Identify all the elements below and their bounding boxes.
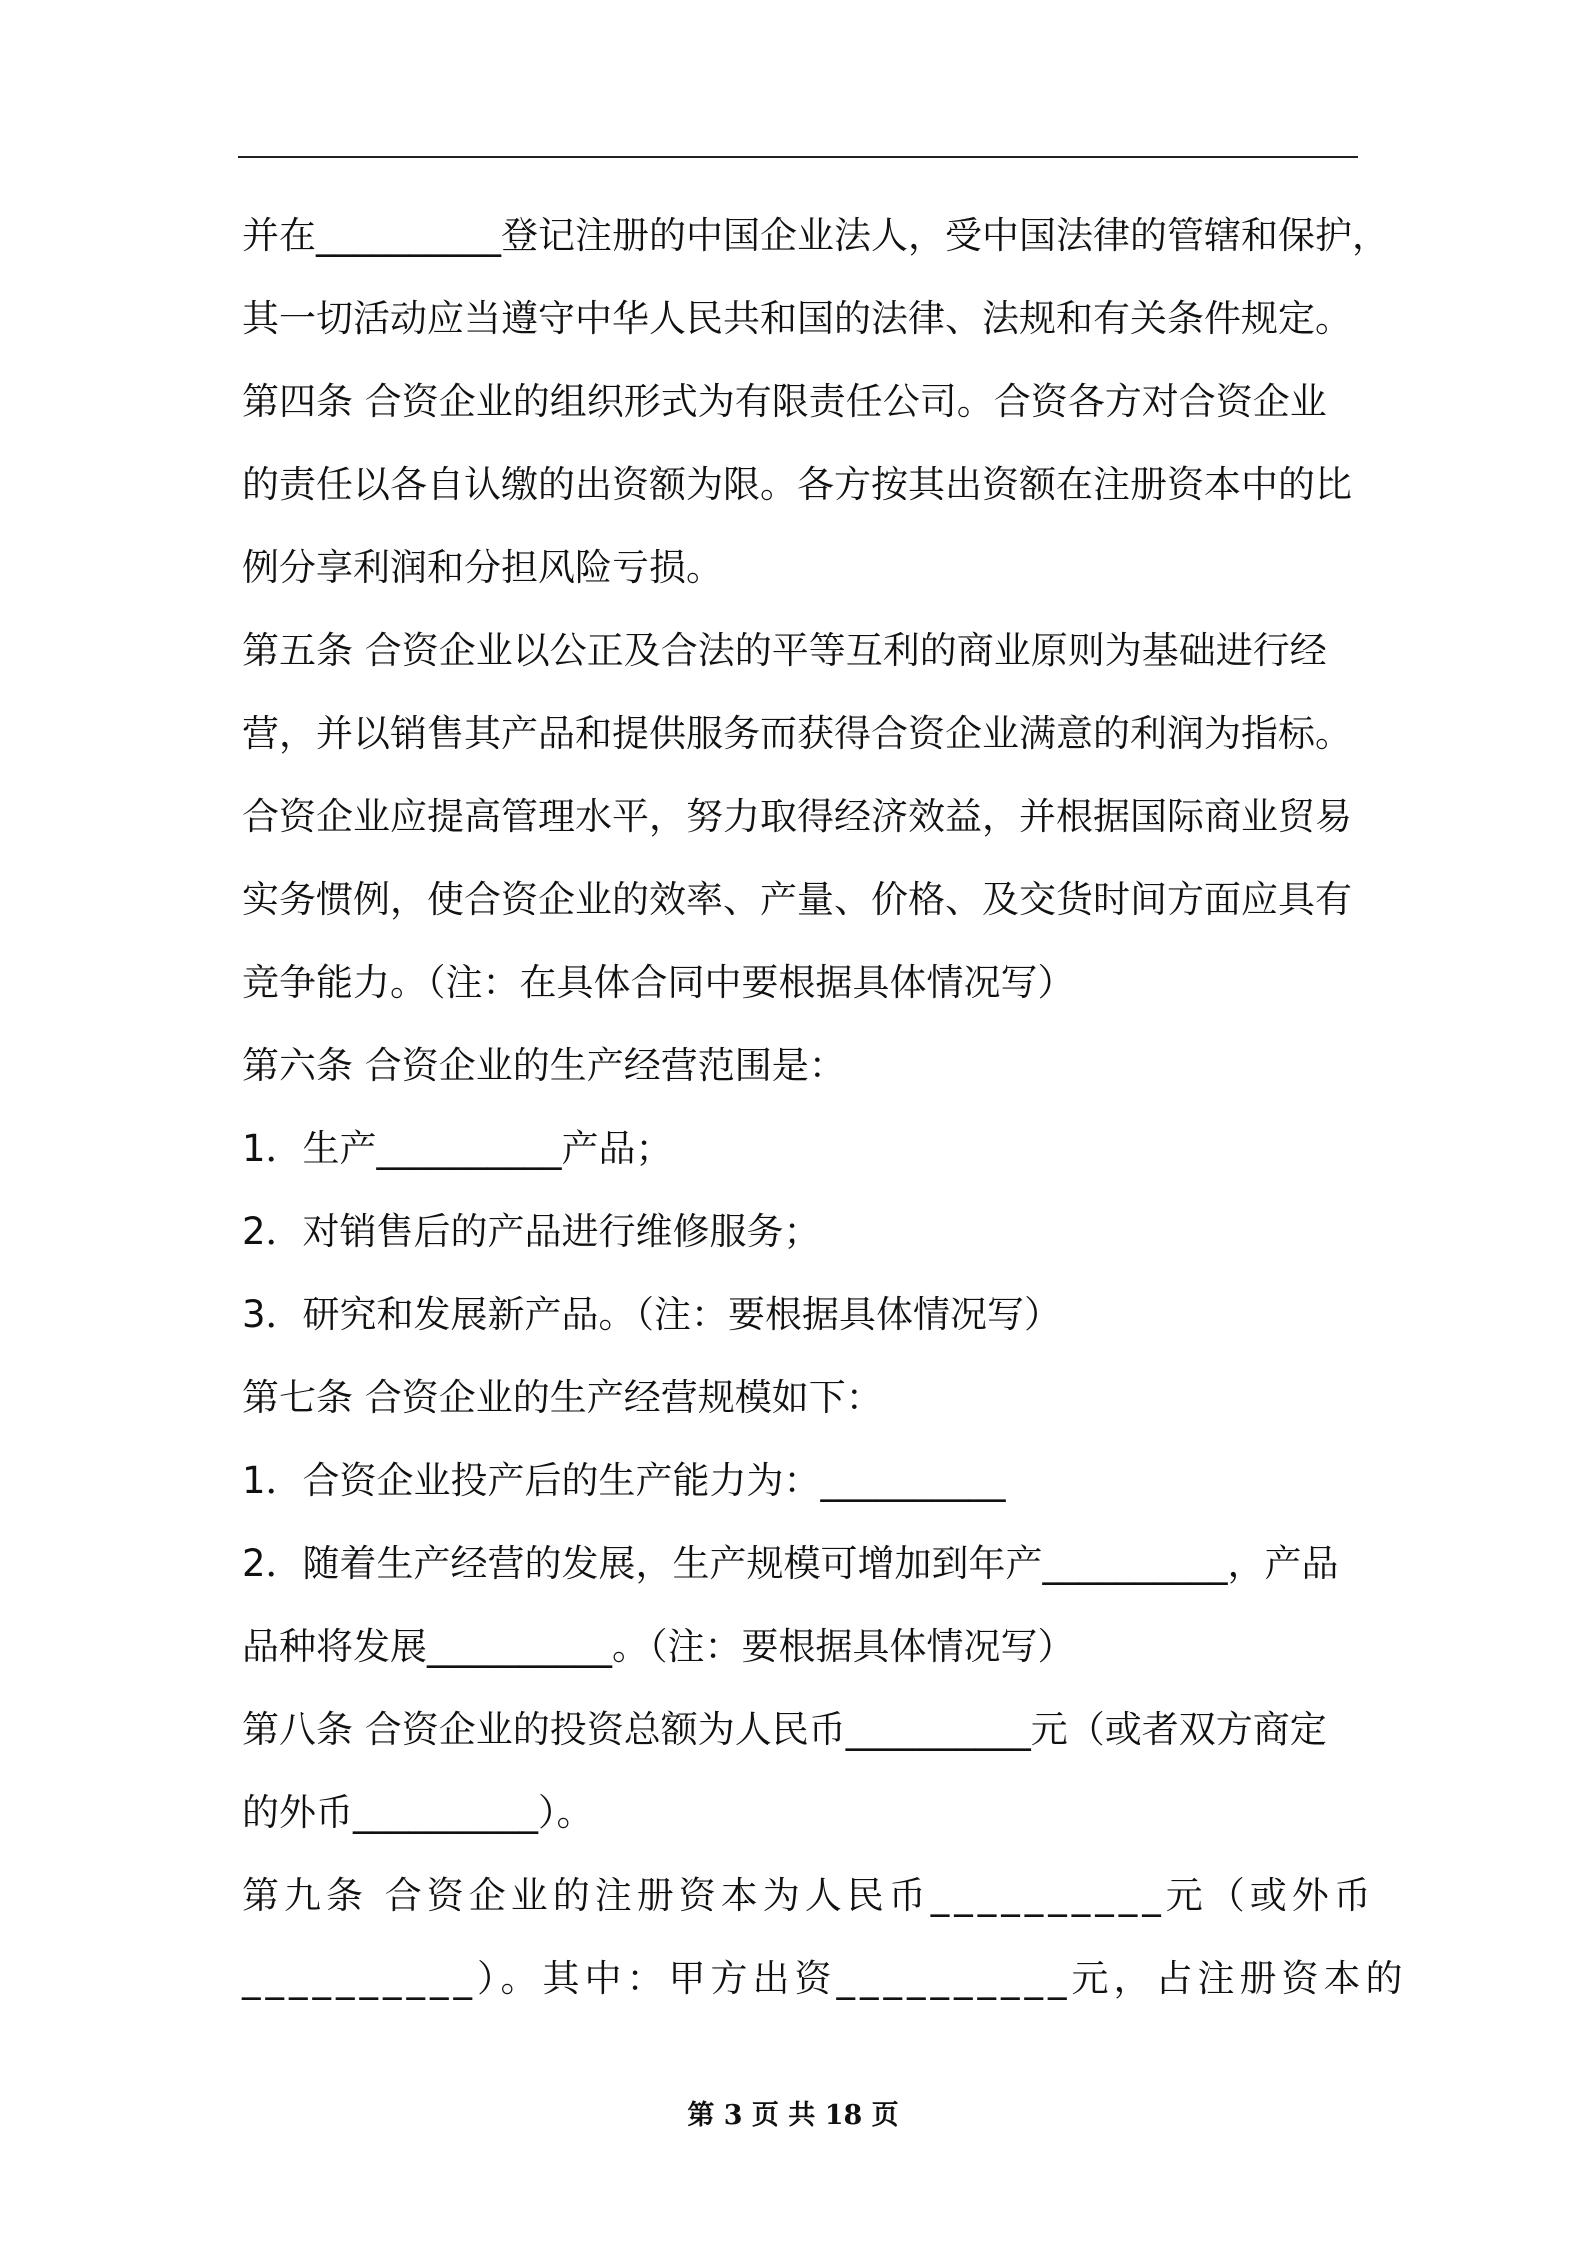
text-line: 实务惯例，使合资企业的效率、产量、价格、及交货时间方面应具有 bbox=[242, 878, 1352, 921]
text-line: 的外币__________）。 bbox=[242, 1791, 594, 1834]
text-line: 合资企业应提高管理水平，努力取得经济效益，并根据国际商业贸易 bbox=[242, 795, 1352, 838]
text-line: 竞争能力。（注：在具体合同中要根据具体情况写） bbox=[242, 961, 1075, 1004]
header-rule bbox=[238, 156, 1358, 158]
text-line: 的责任以各自认缴的出资额为限。各方按其出资额在注册资本中的比 bbox=[242, 463, 1352, 506]
article-6-line: 第六条 合资企业的生产经营范围是： bbox=[242, 1044, 846, 1087]
article-5-line: 第五条 合资企业以公正及合法的平等互利的商业原则为基础进行经 bbox=[242, 629, 1327, 672]
page-number: 第 3 页 共 18 页 bbox=[687, 2100, 899, 2131]
article-4-line: 第四条 合资企业的组织形式为有限责任公司。合资各方对合资企业 bbox=[242, 380, 1327, 423]
list-item: 2．对销售后的产品进行维修服务； bbox=[242, 1210, 821, 1253]
text-line: 品种将发展__________。（注：要根据具体情况写） bbox=[242, 1625, 1075, 1668]
text-line: __________）。其中：甲方出资__________元，占注册资本的 bbox=[242, 1957, 1408, 2000]
document-body bbox=[242, 194, 1408, 2020]
text-line: 其一切活动应当遵守中华人民共和国的法律、法规和有关条件规定。 bbox=[242, 297, 1352, 340]
article-8-line: 第八条 合资企业的投资总额为人民币__________元（或者双方商定 bbox=[242, 1708, 1327, 1751]
article-7-line: 第七条 合资企业的生产经营规模如下： bbox=[242, 1376, 883, 1419]
list-item: 1．合资企业投产后的生产能力为：__________ bbox=[242, 1459, 1006, 1502]
list-item: 2．随着生产经营的发展，生产规模可增加到年产__________，产品 bbox=[242, 1542, 1339, 1585]
text-line: 例分享利润和分担风险亏损。 bbox=[242, 546, 723, 589]
list-item: 1．生产__________产品； bbox=[242, 1127, 673, 1170]
text-line: 营，并以销售其产品和提供服务而获得合资企业满意的利润为指标。 bbox=[242, 712, 1352, 755]
article-9-line: 第九条 合资企业的注册资本为人民币__________元（或外币 bbox=[242, 1874, 1376, 1917]
list-item: 3．研究和发展新产品。（注：要根据具体情况写） bbox=[242, 1293, 1062, 1336]
text-line: 并在__________登记注册的中国企业法人，受中国法律的管辖和保护， bbox=[242, 214, 1389, 257]
